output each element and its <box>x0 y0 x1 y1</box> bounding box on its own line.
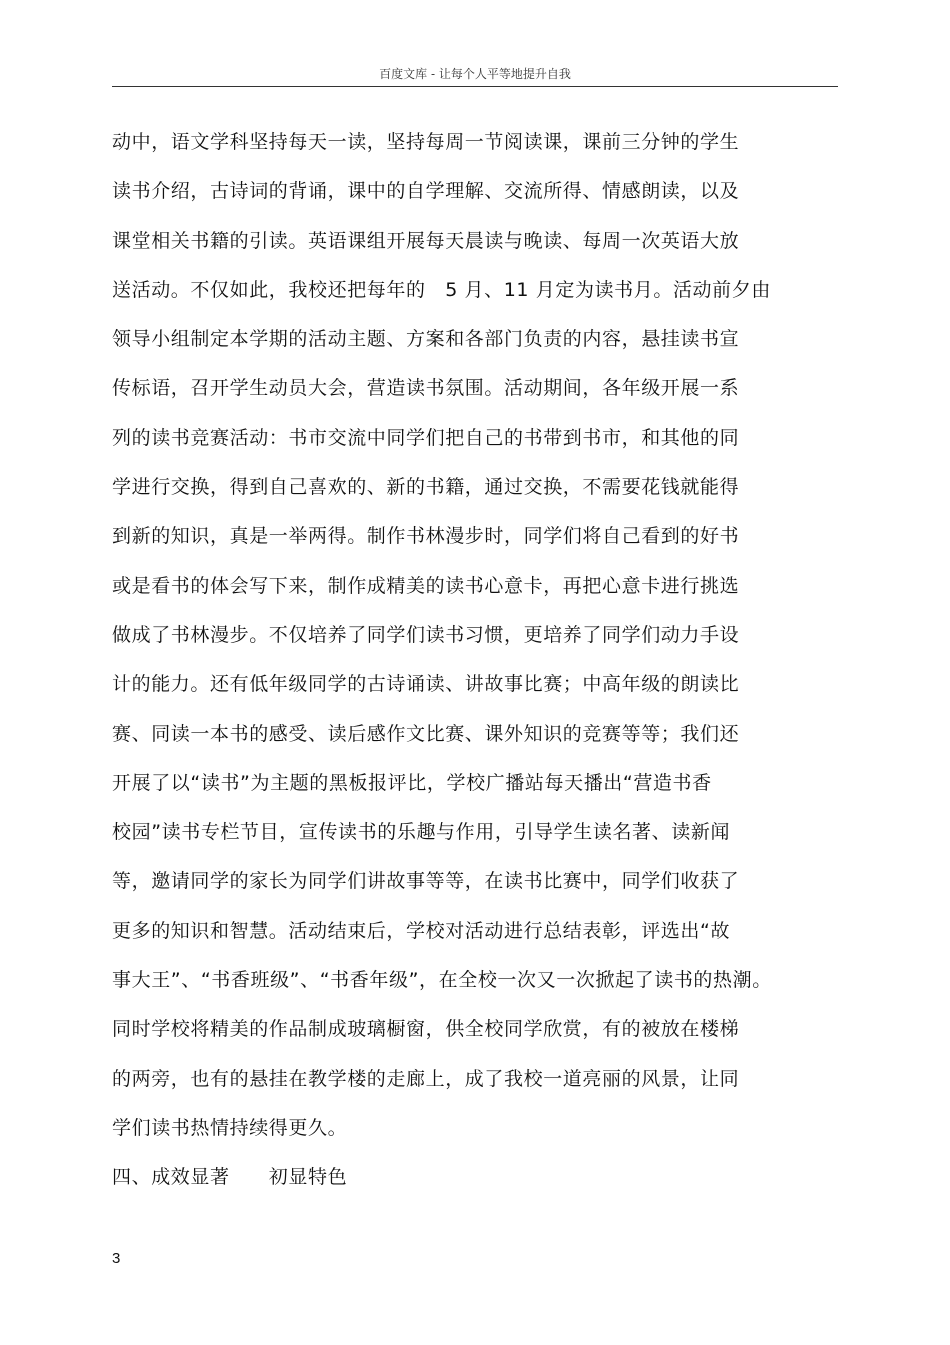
text-line: 传标语，召开学生动员大会，营造读书氛围。活动期间，各年级开展一系 <box>112 377 740 400</box>
text-line: 等，邀请同学的家长为同学们讲故事等等，在读书比赛中，同学们收获了 <box>112 870 740 893</box>
section-heading: 四、成效显著 初显特色 <box>112 1166 348 1189</box>
body-text <box>112 124 852 1209</box>
header-text: 百度文库 - 让每个人平等地提升自我 <box>379 67 571 81</box>
text-line: 或是看书的体会写下来，制作成精美的读书心意卡，再把心意卡进行挑选 <box>112 574 740 597</box>
text-line: 学们读书热情持续得更久。 <box>112 1116 348 1139</box>
text-line: 计的能力。还有低年级同学的古诗诵读、讲故事比赛；中高年级的朗读比 <box>112 673 740 696</box>
text-line: 校园”读书专栏节目，宣传读书的乐趣与作用，引导学生读名著、读新闻 <box>112 821 731 844</box>
text-line: 学进行交换，得到自己喜欢的、新的书籍，通过交换，不需要花钱就能得 <box>112 476 740 499</box>
text-line: 事大王”、“书香班级”、“书香年级”，在全校一次又一次掀起了读书的热潮。 <box>112 969 772 992</box>
page-header <box>112 62 838 87</box>
text-line: 同时学校将精美的作品制成玻璃橱窗，供全校同学欣赏，有的被放在楼梯 <box>112 1018 740 1041</box>
text-line: 做成了书林漫步。不仅培养了同学们读书习惯，更培养了同学们动力手设 <box>112 623 740 646</box>
text-line: 领导小组制定本学期的活动主题、方案和各部门负责的内容，悬挂读书宣 <box>112 328 740 351</box>
text-line: 的两旁，也有的悬挂在教学楼的走廊上，成了我校一道亮丽的风景，让同 <box>112 1067 740 1090</box>
text-line: 更多的知识和智慧。活动结束后，学校对活动进行总结表彰，评选出“故 <box>112 919 731 942</box>
text-line: 开展了以“读书”为主题的黑板报评比，学校广播站每天播出“营造书香 <box>112 771 712 794</box>
text-line: 课堂相关书籍的引读。英语课组开展每天晨读与晚读、每周一次英语大放 <box>112 229 740 252</box>
text-line: 到新的知识，真是一举两得。制作书林漫步时，同学们将自己看到的好书 <box>112 525 740 548</box>
text-line: 赛、同读一本书的感受、读后感作文比赛、课外知识的竞赛等等；我们还 <box>112 722 740 745</box>
text-line: 动中，语文学科坚持每天一读，坚持每周一节阅读课，课前三分钟的学生 <box>112 131 740 153</box>
page-number: 3 <box>112 1250 121 1267</box>
text-line: 送活动。不仅如此，我校还把每年的 5 月、11 月定为读书月。活动前夕由 <box>112 278 771 301</box>
text-line: 列的读书竞赛活动：书市交流中同学们把自己的书带到书市，和其他的同 <box>112 426 740 449</box>
text-line: 读书介绍，古诗词的背诵，课中的自学理解、交流所得、情感朗读，以及 <box>112 180 740 203</box>
